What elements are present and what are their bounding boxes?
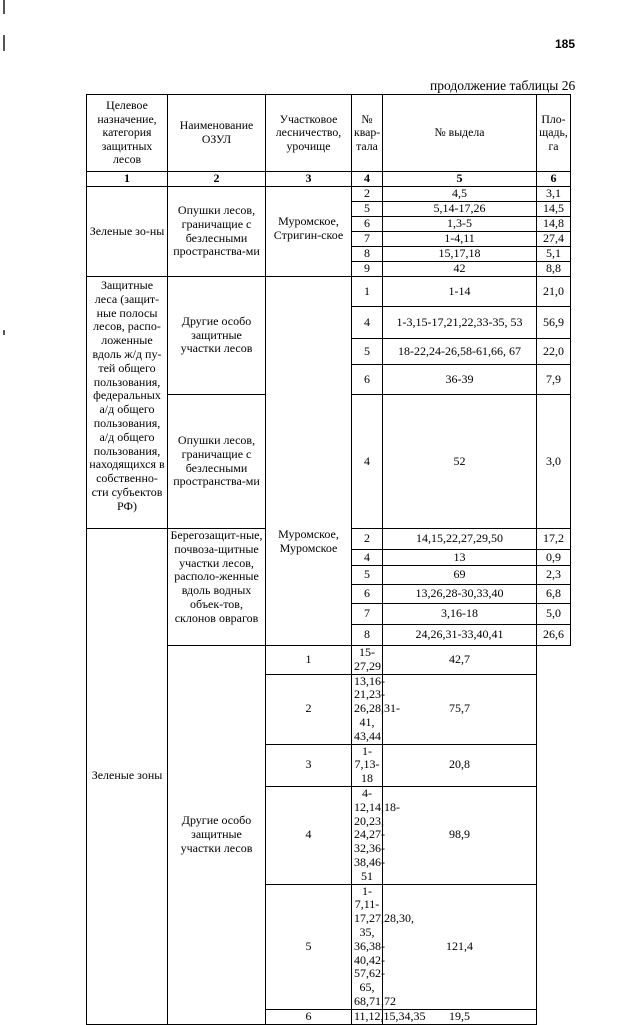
area-cell: 17,2 [537, 529, 571, 550]
area-cell: 75,7 [383, 674, 537, 744]
scan-edge-mark [3, 0, 5, 14]
kvartal-cell: 5 [352, 566, 383, 585]
purpose-cell: Зеленые зоны [87, 529, 168, 1025]
scan-edge-mark [3, 330, 5, 335]
vydel-cell: 14,15,22,27,29,50 [383, 529, 537, 550]
scan-edge-mark [3, 35, 5, 51]
forestry-cell: Муромское, Стригин-ское [266, 187, 352, 277]
table-header-row [87, 95, 571, 172]
forestry-cell: Муромское, Муромское [266, 277, 352, 646]
vydel-cell: 1-14 [383, 277, 537, 307]
area-cell: 0,9 [537, 550, 571, 566]
vydel-cell: 15-27,29 [352, 646, 383, 675]
vydel-cell: 69 [383, 566, 537, 585]
kvartal-cell: 1 [352, 277, 383, 307]
kvartal-cell: 6 [352, 217, 383, 232]
kvartal-cell: 8 [352, 625, 383, 646]
kvartal-cell: 5 [266, 884, 352, 1009]
column-number: 2 [168, 172, 266, 187]
vydel-cell: 1-7,13-18 [352, 744, 383, 786]
kvartal-cell: 4 [266, 786, 352, 884]
purpose-cell: Защитные леса (защит-ные полосы лесов, распо-ложенные вдоль ж/д пу-тей общего пользования, федеральных а/д общего пользования, а/д общего пользования, находящихся в собственно-сти субъектов РФ) [87, 277, 168, 529]
area-cell: 27,4 [537, 232, 571, 247]
vydel-cell: 13,26,28-30,33,40 [383, 585, 537, 604]
column-number: 3 [266, 172, 352, 187]
column-number: 6 [537, 172, 571, 187]
ozul-name-cell: Другие особо защитные участки лесов [168, 277, 266, 395]
kvartal-cell: 6 [266, 1009, 352, 1024]
vydel-cell: 11,12,15,34,35 [352, 1009, 383, 1024]
area-cell: 20,8 [383, 744, 537, 786]
kvartal-cell: 4 [352, 550, 383, 566]
vydel-cell: 5,14-17,26 [383, 202, 537, 217]
vydel-cell: 13,16-21,23-26,28,31-41, 43,44 [352, 674, 383, 744]
column-number: 4 [352, 172, 383, 187]
area-cell: 7,9 [537, 365, 571, 395]
vydel-cell: 1-3,15-17,21,22,33-35, 53 [383, 307, 537, 339]
vydel-cell: 36-39 [383, 365, 537, 395]
header-ozul-name: Наименование ОЗУЛ [168, 95, 266, 172]
purpose-cell: Зеленые зо-ны [87, 187, 168, 277]
ozul-name-cell: Опушки лесов, граничащие с безлесными пространства-ми [168, 395, 266, 529]
kvartal-cell: 4 [352, 307, 383, 339]
vydel-cell: 3,16-18 [383, 604, 537, 625]
header-vydel: № выдела [383, 95, 537, 172]
forest-protection-table [86, 94, 571, 1025]
vydel-cell: 1,3-5 [383, 217, 537, 232]
area-cell: 3,0 [537, 395, 571, 529]
vydel-cell: 1-7,11-17,27,28,30, 35, 36,38-40,42-57,62-65, 68,71,72 [352, 884, 383, 1009]
column-number: 1 [87, 172, 168, 187]
kvartal-cell: 6 [352, 585, 383, 604]
vydel-cell: 4-12,14,18-20,23, 24,27-32,36-38,46-51 [352, 786, 383, 884]
vydel-cell: 24,26,31-33,40,41 [383, 625, 537, 646]
kvartal-cell: 2 [266, 674, 352, 744]
kvartal-cell: 6 [352, 365, 383, 395]
header-purpose: Целевое назначение, категория защитных лесов [87, 95, 168, 172]
ozul-name-cell: Опушки лесов, граничащие с безлесными пространства-ми [168, 187, 266, 277]
page-number: 185 [555, 37, 576, 51]
area-cell: 2,3 [537, 566, 571, 585]
table-row [87, 277, 571, 307]
vydel-cell: 1-4,11 [383, 232, 537, 247]
ozul-name-cell: Берегозащит-ные, почвоза-щитные участки лесов, располо-женные вдоль водных объек-тов, склонов оврагов [168, 529, 266, 646]
column-number-row [87, 172, 571, 187]
area-cell: 14,5 [537, 202, 571, 217]
vydel-cell: 18-22,24-26,58-61,66, 67 [383, 339, 537, 365]
area-cell: 19,5 [383, 1009, 537, 1024]
vydel-cell: 42 [383, 262, 537, 277]
kvartal-cell: 7 [352, 232, 383, 247]
kvartal-cell: 3 [266, 744, 352, 786]
vydel-cell: 4,5 [383, 187, 537, 202]
kvartal-cell: 9 [352, 262, 383, 277]
area-cell: 98,9 [383, 786, 537, 884]
header-forestry: Участковое лесничество, урочище [266, 95, 352, 172]
area-cell: 26,6 [537, 625, 571, 646]
kvartal-cell: 4 [352, 395, 383, 529]
vydel-cell: 15,17,18 [383, 247, 537, 262]
table-continuation-label: продолжение таблицы 26 [430, 78, 576, 93]
column-number: 5 [383, 172, 537, 187]
area-cell: 6,8 [537, 585, 571, 604]
kvartal-cell: 7 [352, 604, 383, 625]
vydel-cell: 52 [383, 395, 537, 529]
area-cell: 14,8 [537, 217, 571, 232]
area-cell: 5,0 [537, 604, 571, 625]
area-cell: 121,4 [383, 884, 537, 1009]
area-cell: 8,8 [537, 262, 571, 277]
kvartal-cell: 2 [352, 187, 383, 202]
area-cell: 42,7 [383, 646, 537, 675]
area-cell: 56,9 [537, 307, 571, 339]
area-cell: 22,0 [537, 339, 571, 365]
area-cell: 3,1 [537, 187, 571, 202]
area-cell: 5,1 [537, 247, 571, 262]
table-row [87, 187, 571, 202]
vydel-cell: 13 [383, 550, 537, 566]
kvartal-cell: 5 [352, 339, 383, 365]
kvartal-cell: 8 [352, 247, 383, 262]
area-cell: 21,0 [537, 277, 571, 307]
kvartal-cell: 5 [352, 202, 383, 217]
kvartal-cell: 1 [266, 646, 352, 675]
header-kvartal: № квар-тала [352, 95, 383, 172]
header-area: Пло-щадь, га [537, 95, 571, 172]
kvartal-cell: 2 [352, 529, 383, 550]
ozul-name-cell: Другие особо защитные участки лесов [168, 646, 266, 1025]
